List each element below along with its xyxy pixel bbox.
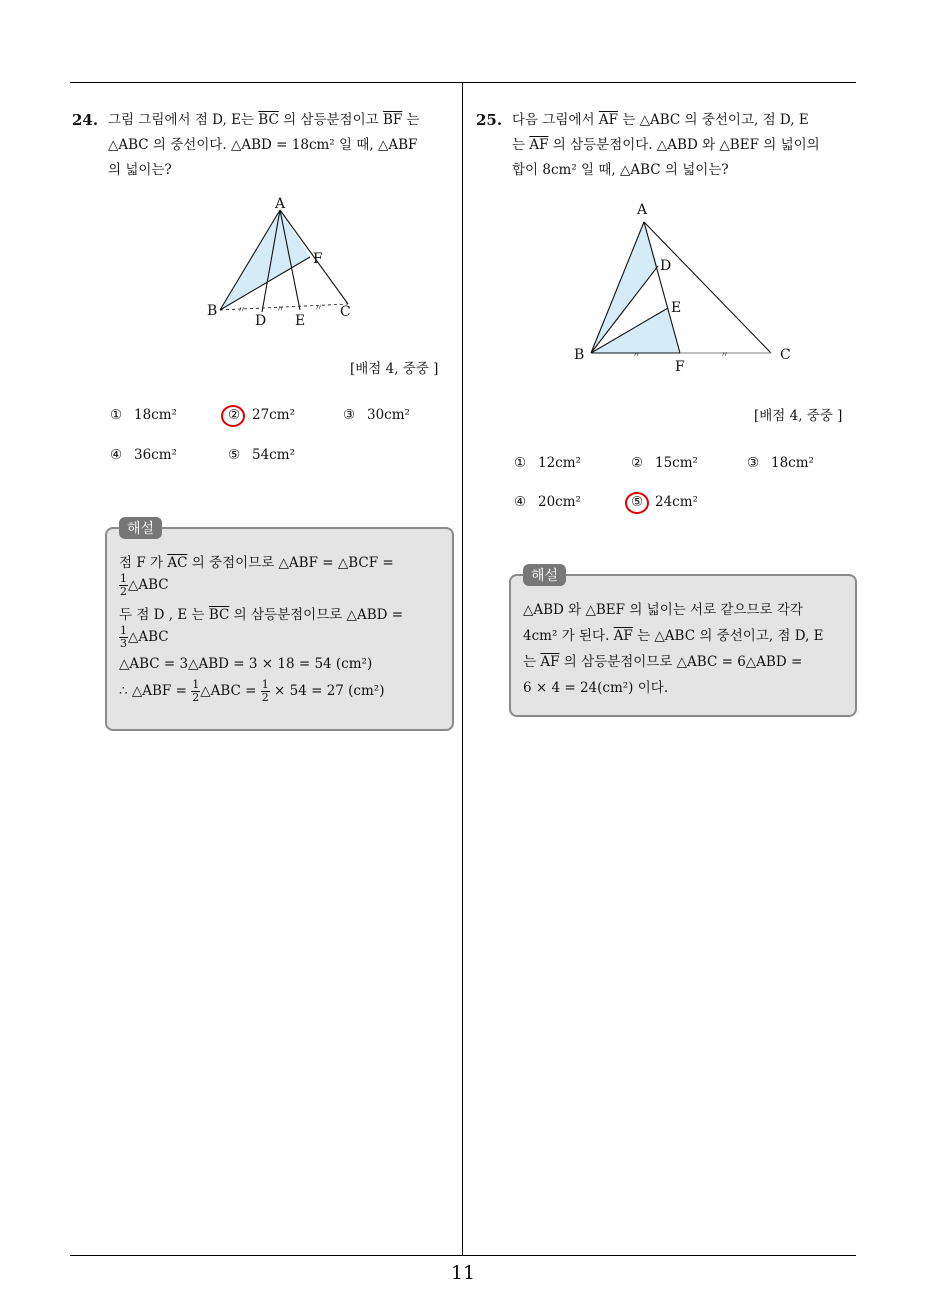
choice-2[interactable]: ② 27cm² (228, 407, 295, 423)
question-text: 다음 그림에서 $\overline{AF}$ 는 △ABC 의 중선이고, 점 D, E 는 $\overline{AF}$ 의 삼등분점이다. △ABD 와 △BEF 의 넓이의 합이 8cm² 일 때, △ABC 의 넓이는? (512, 112, 820, 178)
label-f: F (675, 359, 685, 375)
solution-box-24: 해설 점 F 가 $\overline{AC}$ 의 중점이므로 △ABF = △BCF = $\frac{1}{2}$ △ABC 두 점 D , E 는 $\overline{BC}$ 의 삼등분점이므로 △ABD = $\frac{1}{3}$ △ABC △ABC = 3△ABD = 3 × 18 = 54 (cm²) ∴ △ABF = $\frac{1}{2}$ △ABC = $\frac{1}{2}$ × 54 = 27 (cm²) (105, 527, 454, 731)
choice-5[interactable]: ⑤ 24cm² (631, 494, 698, 510)
choice-4[interactable]: ④ 36cm² (110, 447, 177, 463)
answer-mark (625, 492, 649, 514)
label-b: B (207, 303, 218, 319)
label-d: D (255, 313, 267, 329)
answer-mark (221, 405, 245, 427)
label-f: F (313, 251, 323, 267)
label-c: C (780, 347, 791, 363)
label-b: B (574, 347, 585, 363)
svg-text:〃: 〃 (314, 304, 324, 314)
label-a: A (637, 202, 648, 218)
choice-3[interactable]: ③ 18cm² (747, 455, 814, 471)
solution-box-25: 해설 △ABD 와 △BEF 의 넓이는 서로 같으므로 각각 4cm² 가 된다. $\overline{AF}$ 는 △ABC 의 중선이고, 점 D, E 는 $\overline{AF}$ 의 삼등분점이므로 △ABC = 6△ABD = 6 × 4 = 24(cm²) 이다. (509, 574, 857, 717)
question-text: 그림 그림에서 점 D, E는 $\overline{BC}$ 의 삼등분점이고 $\overline{BF}$ 는 △ABC 의 중선이다. △ABD = 18cm² 일 때, △ABF 의 넓이는? (108, 112, 420, 178)
svg-text:〃: 〃 (720, 351, 730, 361)
solution-tag: 해설 (523, 564, 566, 586)
difficulty-label: [배점 4, 중중 ] (350, 361, 439, 377)
label-c: C (340, 304, 351, 320)
choice-1[interactable]: ① 18cm² (110, 407, 177, 423)
label-e: E (671, 300, 682, 316)
choice-2[interactable]: ② 15cm² (631, 455, 698, 471)
choice-3[interactable]: ③ 30cm² (343, 407, 410, 423)
label-a: A (275, 196, 286, 212)
choice-5[interactable]: ⑤ 54cm² (228, 447, 295, 463)
top-rule (70, 82, 856, 83)
choice-4[interactable]: ④ 20cm² (514, 494, 581, 510)
triangle-diagram-24 (200, 192, 370, 332)
difficulty-label: [배점 4, 중중 ] (754, 408, 843, 424)
choice-1[interactable]: ① 12cm² (514, 455, 581, 471)
question-number: 24. (72, 111, 99, 129)
bottom-rule (70, 1255, 856, 1256)
label-d: D (660, 258, 672, 274)
label-e: E (295, 313, 306, 329)
solution-tag: 해설 (119, 517, 162, 539)
page-number: 11 (450, 1262, 476, 1284)
svg-text:〃: 〃 (276, 305, 286, 315)
triangle-diagram-25 (570, 198, 800, 378)
svg-text:〃: 〃 (237, 306, 247, 316)
svg-text:〃: 〃 (632, 351, 642, 361)
question-number: 25. (476, 111, 503, 129)
column-divider (462, 82, 463, 1256)
